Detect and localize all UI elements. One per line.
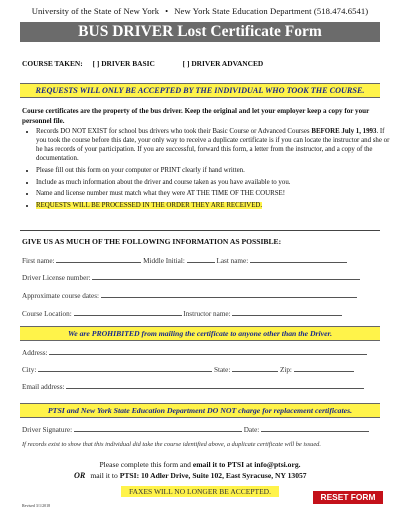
header-line bbox=[0, 6, 400, 16]
driver-advanced-checkbox[interactable]: [ ] DRIVER ADVANCED bbox=[182, 59, 264, 68]
zip-label: Zip: bbox=[279, 366, 292, 374]
last-name-field[interactable] bbox=[250, 255, 347, 263]
city-field[interactable] bbox=[38, 364, 212, 372]
course-location-row bbox=[22, 308, 342, 318]
email-address-text: email it to PTSI at info@ptsi.org. bbox=[192, 460, 301, 469]
or-label: OR bbox=[74, 471, 86, 480]
instructor-label: Instructor name: bbox=[183, 310, 231, 318]
notice-requests-individual: REQUESTS WILL ONLY BE ACCEPTED BY THE INDIVIDUAL WHO TOOK THE COURSE. bbox=[20, 83, 380, 98]
course-taken-label: COURSE TAKEN: bbox=[22, 59, 83, 68]
list-item: • Records DO NOT EXIST for school bus drivers who took their Basic Course or Advanced Courses BEFORE July 1, 1993. If you took the course before this date, your only way to receive a duplicate certificate is if you can locate the instructor and she or he has records of your participation. If you are successful, forward this form, a letter from the instructor, and a copy of the documentation. bbox=[36, 128, 390, 164]
address-row bbox=[22, 347, 367, 357]
city-label: City: bbox=[22, 366, 37, 374]
middle-initial-field[interactable] bbox=[187, 255, 215, 263]
driver-basic-checkbox[interactable]: [ ] DRIVER BASIC bbox=[92, 59, 155, 68]
mailing-address-text: PTSI: 10 Adler Drive, Suite 102, East Syracuse, NY 13057 bbox=[119, 471, 307, 480]
license-label: Driver License number: bbox=[22, 274, 91, 282]
state-field[interactable] bbox=[232, 364, 278, 372]
city-row bbox=[22, 364, 354, 374]
header-bullet: • bbox=[165, 6, 169, 16]
list-item: • Include as much information about the driver and course taken as you have available to you. bbox=[36, 179, 390, 188]
middle-initial-label: Middle Initial: bbox=[143, 257, 185, 265]
signature-label: Driver Signature: bbox=[22, 426, 73, 434]
date-field[interactable] bbox=[261, 424, 369, 432]
reset-form-button[interactable]: RESET FORM bbox=[313, 491, 383, 504]
form-title: BUS DRIVER Lost Certificate Form bbox=[20, 22, 380, 42]
email-field[interactable] bbox=[66, 381, 364, 389]
address-field[interactable] bbox=[49, 347, 367, 355]
list-item-highlighted: • REQUESTS WILL BE PROCESSED IN THE ORDER THEY ARE RECEIVED. bbox=[36, 202, 390, 211]
email-instructions: Please complete this form and email it to PTSI at info@ptsi.org. bbox=[99, 460, 301, 469]
driver-basic-label: DRIVER BASIC bbox=[101, 59, 155, 68]
revised-date: Revised 3/1/2018 bbox=[22, 503, 51, 508]
course-dates-field[interactable] bbox=[101, 290, 357, 298]
license-row bbox=[22, 272, 360, 282]
state-label: State: bbox=[213, 366, 231, 374]
notice-prohibited: We are PROHIBITED from mailing the certificate to anyone other than the Driver. bbox=[20, 326, 380, 341]
driver-advanced-label: DRIVER ADVANCED bbox=[191, 59, 264, 68]
instructions-list bbox=[22, 128, 390, 214]
disclaimer-text: If records exist to show that this individual did take the course identified above, a duplicate certificate will be issued. bbox=[22, 441, 321, 448]
header-university: University of the State of New York bbox=[31, 6, 160, 16]
course-taken-row bbox=[22, 59, 263, 68]
instructor-field[interactable] bbox=[232, 308, 342, 316]
zip-field[interactable] bbox=[294, 364, 354, 372]
email-label: Email address: bbox=[22, 383, 65, 391]
signature-row bbox=[22, 424, 369, 434]
fax-notice: FAXES WILL NO LONGER BE ACCEPTED. bbox=[121, 486, 279, 497]
license-field[interactable] bbox=[92, 272, 360, 280]
address-label: Address: bbox=[22, 349, 48, 357]
course-location-field[interactable] bbox=[74, 308, 182, 316]
section-title: GIVE US AS MUCH OF THE FOLLOWING INFORMATION AS POSSIBLE: bbox=[22, 237, 282, 246]
first-name-row bbox=[22, 255, 347, 265]
intro-text: Course certificates are the property of the bus driver. Keep the original and let your employer keep a copy for your personnel file. bbox=[22, 107, 370, 125]
last-name-label: Last name: bbox=[216, 257, 249, 265]
course-dates-row bbox=[22, 290, 357, 300]
divider bbox=[20, 230, 380, 231]
signature-field[interactable] bbox=[74, 424, 242, 432]
date-label: Date: bbox=[243, 426, 260, 434]
list-item: • Name and license number must match what they were AT THE TIME OF THE COURSE! bbox=[36, 190, 390, 199]
course-location-label: Course Location: bbox=[22, 310, 72, 318]
list-item: • Please fill out this form on your computer or PRINT clearly if hand written. bbox=[36, 167, 390, 176]
mail-instructions: OR mail it to PTSI: 10 Adler Drive, Suite 102, East Syracuse, NY 13057 bbox=[74, 471, 307, 480]
header-department: New York State Education Department (518.474.6541) bbox=[174, 6, 369, 16]
first-name-field[interactable] bbox=[56, 255, 141, 263]
course-dates-label: Approximate course dates: bbox=[22, 292, 100, 300]
email-row bbox=[22, 381, 364, 391]
notice-no-charge: PTSI and New York State Education Department DO NOT charge for replacement certificates. bbox=[20, 403, 380, 418]
first-name-label: First name: bbox=[22, 257, 55, 265]
